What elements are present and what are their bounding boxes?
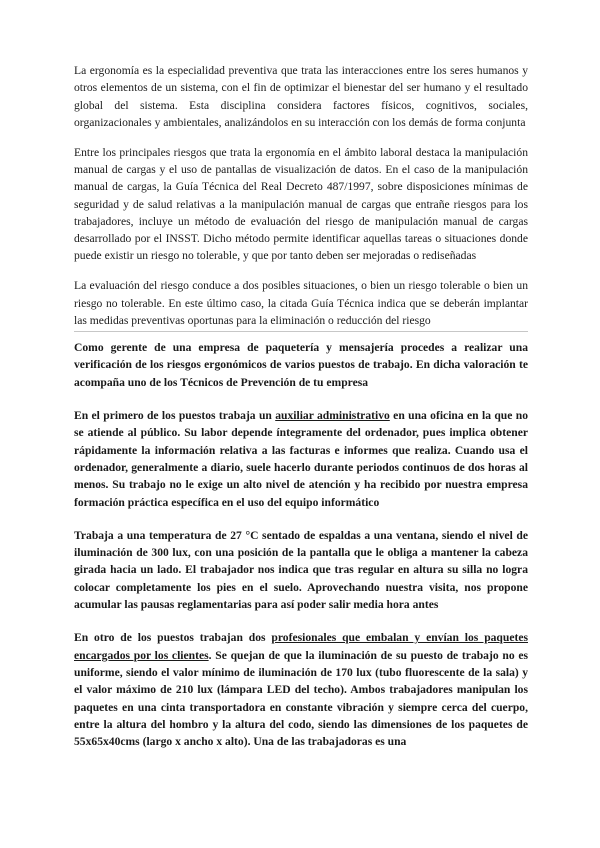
intro-paragraph-2: Entre los principales riesgos que trata la ergonomía en el ámbito laboral destaca la manipulación manual de cargas y el uso de pantallas de visualización de datos. En el caso de la manipulación manual de cargas, la Guía Técnica del Real Decreto 487/1997, sobre disposiciones mínimas de seguridad y de salud relativas a la manipulación manual de cargas que entrañe riesgos para los trabajadores, incluye un método de evaluación del riesgo de manipulación manual de cargas desarrollado por el INSST. Dicho método permite identificar aquellas tareas o situaciones donde puede existir un riesgo no tolerable, y que por tanto deben ser mejoradas o rediseñadas [74, 145, 528, 263]
profesionales-embalan-text: profesionales que embalan y envían los paquetes encargados por los clientes [74, 631, 528, 662]
case-paragraph-1 [74, 407, 528, 511]
case-paragraph-3 [74, 629, 528, 750]
case-p1-before: En el primero de los puestos trabaja un [74, 409, 276, 423]
case-p3-after: . Se quejan de que la iluminación de su puesto de trabajo no es uniforme, siendo el valor mínimo de iluminación de 170 lux (tubo fluorescente de la sala) y el valor máximo de 210 lux (lámpara LED del techo). Ambos trabajadores manipulan los paquetes en una cinta transportadora en constante vibración y siempre cerca del cuerpo, entre la altura del hombro y la altura del codo, siendo las dimensiones de los paquetes de 55x65x40cms (largo x ancho x alto). Una de las trabajadoras es una [74, 648, 528, 749]
case-p1-after: en una oficina en la que no se atiende al público. Su labor depende íntegramente del ordenador, pues implica obtener rápidamente la información relativa a las facturas e informes que realiza. Cuando usa el ordenador, generalmente a diario, suele hacerlo durante periodos continuos de dos horas al menos. Su trabajo no le exige un alto nivel de atención y ha recibido por nuestra empresa formación práctica específica en el uso del equipo informático [74, 409, 528, 509]
auxiliar-administrativo-text: auxiliar administrativo [275, 409, 390, 423]
intro-paragraph-3: La evaluación del riesgo conduce a dos posibles situaciones, o bien un riesgo tolerable o bien un riesgo no tolerable. En este último caso, la citada Guía Técnica indica que se deberán implantar las medidas preventivas oportunas para la eliminación o reducción del riesgo [74, 279, 528, 327]
case-paragraph-2: Trabaja a una temperatura de 27 °C sentado de espaldas a una ventana, siendo el nivel de iluminación de 300 lux, con una posición de la pantalla que le obliga a mantener la cabeza girada hacia un lado. El trabajador nos indica que tras regular en altura su silla no logra colocar completamente los pies en el suelo. Aprovechando nuestra visita, nos propone acumular las pausas reglamentarias para así poder salir media hora antes [74, 528, 528, 612]
intro-paragraph-1: La ergonomía es la especialidad preventiva que trata las interacciones entre los seres humanos y otros elementos de un sistema, con el fin de optimizar el bienestar del ser humano y el resultado global del sistema. Esta disciplina considera factores físicos, cognitivos, sociales, organizacionales y ambientales, analizándolos en su interacción con los demás de forma conjunta [74, 64, 528, 129]
case-p3-before: En otro de los puestos trabajan dos [74, 631, 272, 645]
document-page [74, 62, 528, 750]
section-divider [74, 331, 528, 332]
case-intro: Como gerente de una empresa de paquetería y mensajería procedes a realizar una verificación de los riesgos ergonómicos de varios puestos de trabajo. En dicha valoración te acompaña uno de los Técnicos de Prevención de tu empresa [74, 341, 528, 389]
